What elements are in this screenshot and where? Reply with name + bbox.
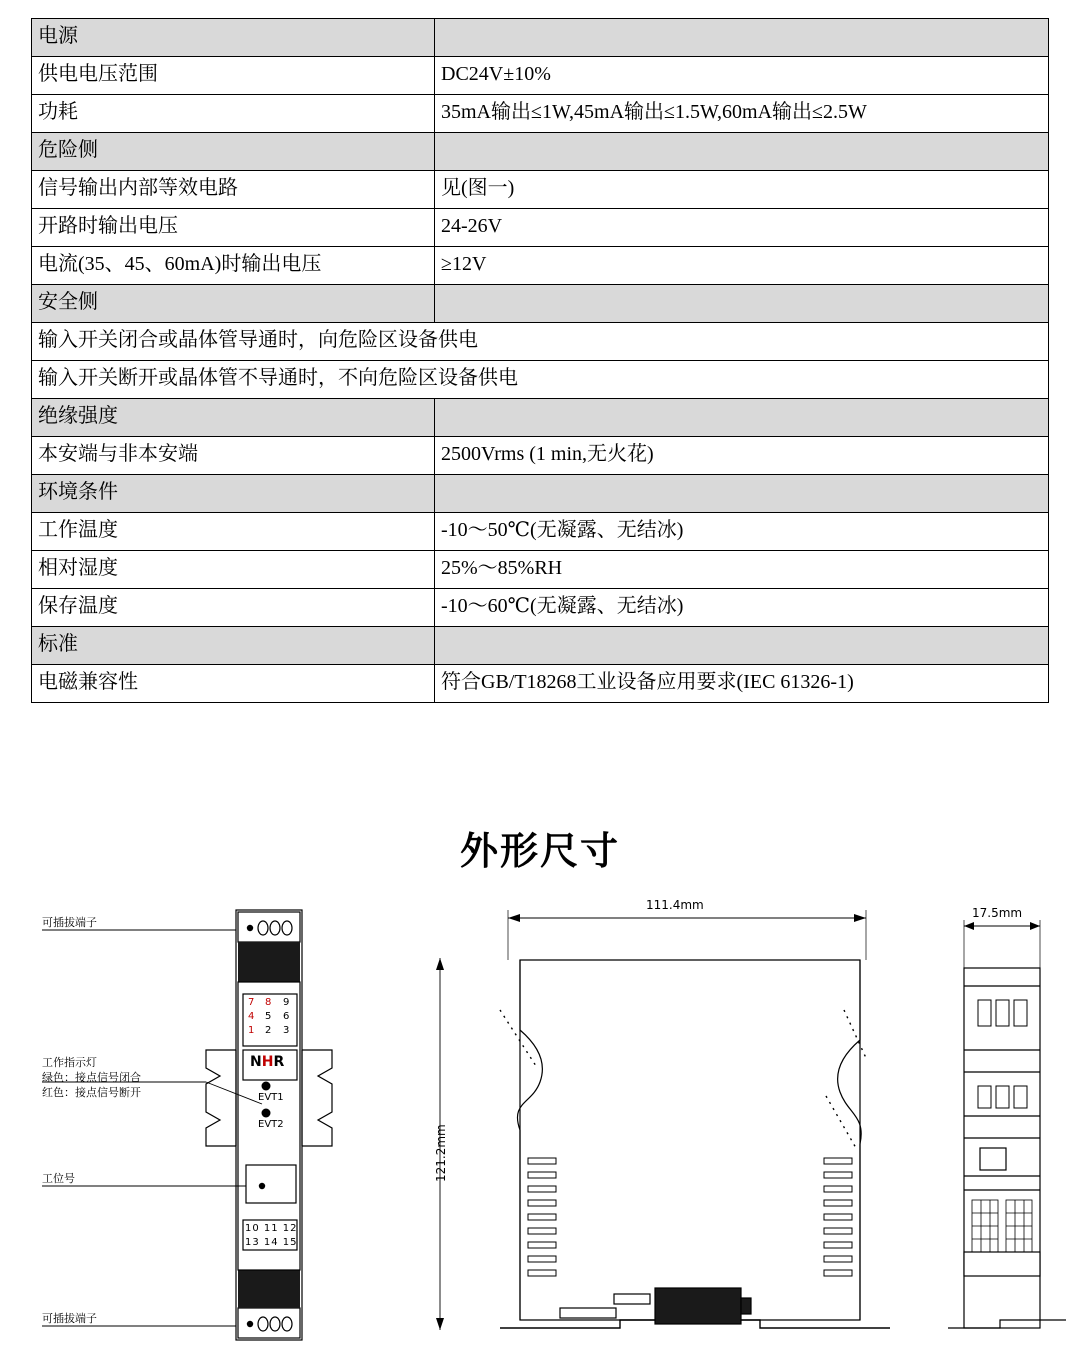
terminal-numbers-13-15: 13 14 15	[245, 1237, 298, 1248]
section-header-label: 环境条件	[32, 475, 435, 513]
table-row	[32, 589, 1049, 627]
brand-prefix: N	[250, 1054, 262, 1070]
row-value: 35mA输出≤1W,45mA输出≤1.5W,60mA输出≤2.5W	[435, 95, 1049, 133]
section-header-value	[435, 19, 1049, 57]
row-label: 保存温度	[32, 589, 435, 627]
terminal-number-7: 7	[248, 997, 256, 1008]
section-header-value	[435, 133, 1049, 171]
row-value: 25%～85%RH	[435, 551, 1049, 589]
specification-table	[31, 18, 1049, 703]
row-label: 相对湿度	[32, 551, 435, 589]
table-row	[32, 171, 1049, 209]
row-value: 2500Vrms (1 min,无火花)	[435, 437, 1049, 475]
table-row	[32, 399, 1049, 437]
section-header-value	[435, 285, 1049, 323]
brand-accent: H	[261, 1054, 274, 1070]
section-header-value	[435, 399, 1049, 437]
callout-indicator-title: 工作指示灯	[42, 1056, 97, 1069]
dimension-drawings	[0, 890, 1080, 1360]
table-row	[32, 665, 1049, 703]
brand-suffix: R	[273, 1054, 285, 1070]
table-row	[32, 361, 1049, 399]
terminal-number-9: 9	[283, 997, 291, 1008]
dimension-depth: 17.5mm	[972, 906, 1023, 920]
section-header-label: 电源	[32, 19, 435, 57]
dimension-height: 121.2mm	[434, 1124, 448, 1182]
row-label: 开路时输出电压	[32, 209, 435, 247]
row-label: 工作温度	[32, 513, 435, 551]
terminal-number-8: 8	[265, 997, 273, 1008]
table-row	[32, 209, 1049, 247]
row-value: -10～60℃(无凝露、无结冰)	[435, 589, 1049, 627]
row-label: 电磁兼容性	[32, 665, 435, 703]
row-value: 24-26V	[435, 209, 1049, 247]
table-row	[32, 247, 1049, 285]
dimension-width: 111.4mm	[646, 898, 704, 912]
table-row	[32, 285, 1049, 323]
table-row	[32, 19, 1049, 57]
row-label: 供电电压范围	[32, 57, 435, 95]
table-row	[32, 513, 1049, 551]
terminal-number-6: 6	[283, 1011, 291, 1022]
terminal-numbers-10-12: 10 11 12	[245, 1223, 298, 1234]
row-spanning-text: 输入开关断开或晶体管不导通时，不向危险区设备供电	[32, 361, 1049, 399]
section-header-value	[435, 475, 1049, 513]
drawing-svg	[0, 890, 1080, 1360]
terminal-number-5: 5	[265, 1011, 273, 1022]
row-label: 本安端与非本安端	[32, 437, 435, 475]
table-row	[32, 57, 1049, 95]
section-header-label: 绝缘强度	[32, 399, 435, 437]
row-value: ≥12V	[435, 247, 1049, 285]
callout-indicator-red: 红色：接点信号断开	[42, 1086, 141, 1099]
table-row	[32, 133, 1049, 171]
callout-tag-number: 工位号	[42, 1172, 75, 1185]
row-label: 功耗	[32, 95, 435, 133]
table-row	[32, 475, 1049, 513]
brand-logo	[250, 1054, 284, 1070]
section-header-label: 危险侧	[32, 133, 435, 171]
terminal-number-3: 3	[283, 1025, 291, 1036]
table-row	[32, 437, 1049, 475]
terminal-number-1: 1	[248, 1025, 256, 1036]
specification-table-body	[32, 19, 1049, 703]
callout-top-terminal: 可插拔端子	[42, 916, 97, 929]
row-value: -10～50℃(无凝露、无结冰)	[435, 513, 1049, 551]
table-row	[32, 627, 1049, 665]
callout-indicator-green: 绿色：接点信号闭合	[42, 1071, 141, 1084]
callout-bottom-terminal: 可插拔端子	[42, 1312, 97, 1325]
led-label-evt1: EVT1	[258, 1092, 284, 1103]
row-value: 见(图一)	[435, 171, 1049, 209]
page-title: 外形尺寸	[459, 829, 620, 873]
section-header-label: 标准	[32, 627, 435, 665]
table-row	[32, 551, 1049, 589]
led-label-evt2: EVT2	[258, 1119, 284, 1130]
row-label: 信号输出内部等效电路	[32, 171, 435, 209]
specification-table-container	[31, 18, 1049, 703]
table-row	[32, 323, 1049, 361]
section-header-value	[435, 627, 1049, 665]
row-value: 符合GB/T18268工业设备应用要求(IEC 61326-1)	[435, 665, 1049, 703]
terminal-number-2: 2	[265, 1025, 273, 1036]
section-header-label: 安全侧	[32, 285, 435, 323]
row-value: DC24V±10%	[435, 57, 1049, 95]
row-label: 电流(35、45、60mA)时输出电压	[32, 247, 435, 285]
table-row	[32, 95, 1049, 133]
terminal-number-4: 4	[248, 1011, 256, 1022]
row-spanning-text: 输入开关闭合或晶体管导通时，向危险区设备供电	[32, 323, 1049, 361]
